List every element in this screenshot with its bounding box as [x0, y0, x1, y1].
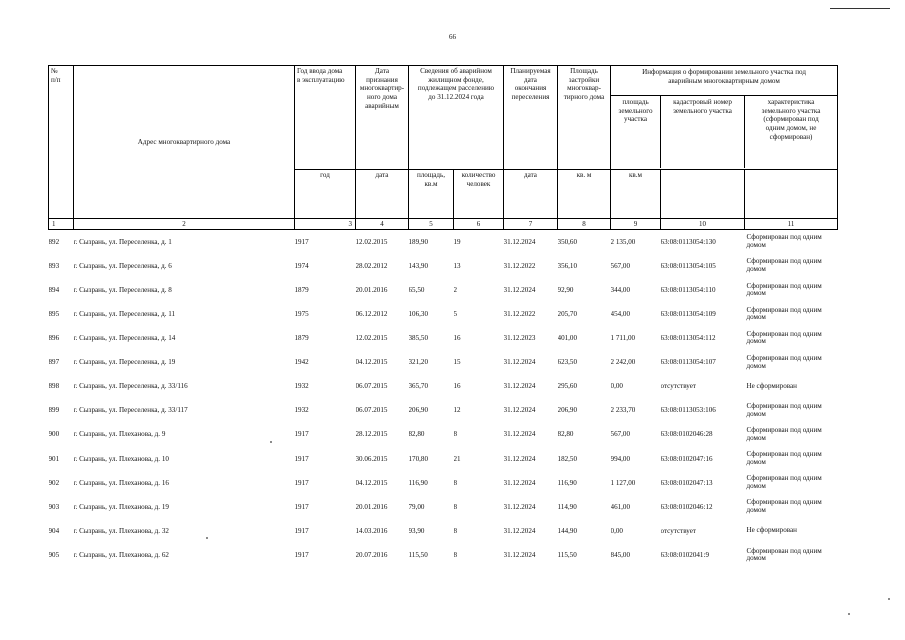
cell-year-built: 1879	[294, 285, 309, 294]
cell-emergency-area: 106,30	[408, 310, 429, 318]
table-row	[49, 471, 838, 495]
cell-year-built: 1879	[294, 334, 309, 343]
cell-planned-date: 31.12.2024	[503, 502, 536, 511]
cell-address: г. Сызрань, ул. Переселенка, д. 33/116	[73, 382, 188, 391]
cell-date-emergency: 20.01.2016	[355, 285, 388, 294]
header-built-area: Площадь застройки многоквар- тирного дома	[558, 66, 611, 170]
cell-row-number: 903	[48, 502, 60, 511]
cell-land-status: Сформирован под одним домом	[746, 353, 822, 370]
cell-row-number: 904	[48, 526, 60, 535]
cell-planned-date: 31.12.2024	[503, 430, 536, 439]
cell-row-number: 892	[48, 237, 60, 246]
cell-land-area: 454,00	[610, 310, 631, 318]
cell-cadastral-number: 63:08:0102046:12	[660, 502, 713, 511]
unit-cadastral-empty	[661, 170, 745, 219]
column-number: 7	[504, 219, 558, 230]
cell-address: г. Сызрань, ул. Переселенка, д. 33/117	[73, 406, 188, 415]
cell-people-count: 8	[453, 478, 458, 487]
cell-address: г. Сызрань, ул. Переселенка, д. 1	[73, 237, 172, 246]
unit-year: год	[295, 170, 356, 219]
column-number: 4	[356, 219, 409, 230]
cell-cadastral-number: 63:08:0102041:9	[660, 550, 709, 559]
cell-date-emergency: 06.12.2012	[355, 310, 388, 318]
cell-year-built: 1917	[294, 454, 309, 463]
cell-row-number: 902	[48, 478, 60, 487]
header-date-emergency: Дата признания многоквартир- ного дома аварийным	[356, 66, 409, 170]
cell-people-count: 12	[453, 406, 461, 415]
column-number: 8	[558, 219, 611, 230]
cell-year-built: 1917	[294, 237, 309, 246]
table-row	[49, 326, 838, 350]
cell-year-built: 1942	[294, 358, 309, 367]
header-characteristic: характеристика земельного участка (сформирован под одним домом, не сформирован)	[761, 98, 821, 141]
cell-planned-date: 31.12.2024	[503, 237, 536, 246]
cell-emergency-area: 189,90	[408, 237, 429, 246]
cell-address: г. Сызрань, ул. Переселенка, д. 6	[73, 261, 172, 270]
cell-row-number: 905	[48, 550, 60, 559]
cell-address: г. Сызрань, ул. Переселенка, д. 14	[73, 334, 176, 343]
cell-built-area: 144,90	[557, 526, 578, 535]
cell-planned-date: 31.12.2024	[503, 526, 536, 535]
cell-people-count: 16	[453, 382, 461, 391]
cell-land-status: Не сформирован	[746, 381, 797, 390]
cell-built-area: 116,90	[557, 478, 577, 487]
header-address: Адрес многоквартирного дома	[74, 66, 295, 219]
cell-people-count: 8	[453, 550, 458, 559]
header-land-info-title: Информация о формировании земельного участка под аварийным многоквартирным домом	[611, 66, 837, 96]
cell-planned-date: 31.12.2024	[503, 478, 536, 487]
page-number: 66	[449, 33, 456, 41]
header-num: № п/п	[49, 66, 74, 219]
cell-built-area: 114,90	[557, 502, 577, 511]
cell-row-number: 901	[48, 454, 60, 463]
table-row	[49, 375, 838, 399]
cell-land-status: Сформирован под одним домом	[746, 546, 822, 563]
column-number: 1	[49, 219, 74, 230]
cell-people-count: 13	[453, 261, 461, 270]
cell-cadastral-number: 63:08:0113054:110	[660, 285, 716, 294]
header-land-area: площадь земельного участка	[611, 96, 661, 168]
table-row	[49, 230, 838, 255]
cell-land-area: 0,00	[610, 526, 623, 535]
cell-people-count: 21	[453, 454, 461, 463]
cell-built-area: 206,90	[557, 406, 578, 415]
cell-cadastral-number: отсутствует	[660, 526, 697, 535]
cell-cadastral-number: 63:08:0113054:109	[660, 310, 716, 318]
cell-emergency-area: 321,20	[408, 358, 429, 367]
cell-cadastral-number: 63:08:0113054:107	[660, 358, 716, 367]
cell-built-area: 205,70	[557, 310, 578, 318]
cell-year-built: 1917	[294, 550, 309, 559]
cell-row-number: 893	[48, 261, 60, 270]
cell-land-status: Сформирован под одним домом	[746, 450, 822, 466]
column-number: 11	[745, 219, 838, 230]
cell-date-emergency: 20.07.2016	[355, 550, 388, 559]
table-row	[49, 254, 838, 278]
cell-people-count: 16	[453, 334, 461, 343]
cell-planned-date: 31.12.2024	[503, 550, 536, 559]
cell-land-status: Сформирован под одним домом	[746, 474, 822, 490]
cell-people-count: 15	[453, 358, 461, 367]
cell-built-area: 356,10	[557, 261, 578, 270]
cell-address: г. Сызрань, ул. Плеханова, д. 16	[73, 478, 169, 487]
cell-built-area: 401,00	[557, 334, 578, 343]
cell-land-area: 0,00	[610, 382, 623, 391]
cell-cadastral-number: 63:08:0113054:130	[660, 237, 716, 246]
table-row	[49, 543, 838, 567]
table-row	[49, 423, 838, 447]
cell-row-number: 900	[48, 430, 60, 439]
cell-row-number: 898	[48, 382, 60, 391]
cell-land-status: Сформирован под одним домом	[746, 257, 822, 274]
cell-cadastral-number: 63:08:0113053:106	[660, 406, 716, 415]
cell-land-area: 994,00	[610, 454, 631, 463]
cell-planned-date: 31.12.2024	[503, 358, 536, 367]
cell-year-built: 1975	[294, 310, 309, 318]
cell-date-emergency: 14.03.2016	[355, 526, 388, 535]
cell-built-area: 182,50	[557, 454, 578, 463]
cell-land-status: Сформирован под одним домом	[746, 233, 822, 250]
scan-speck	[888, 598, 890, 600]
cell-built-area: 115,50	[557, 550, 577, 559]
cell-date-emergency: 12.02.2015	[355, 334, 388, 343]
cell-date-emergency: 20.01.2016	[355, 502, 388, 511]
cell-emergency-area: 385,50	[408, 334, 429, 343]
column-number: 10	[661, 219, 745, 230]
header-land-info	[611, 66, 838, 170]
cell-address: г. Сызрань, ул. Плеханова, д. 32	[73, 526, 169, 535]
cell-planned-date: 31.12.2022	[503, 261, 536, 270]
table-row	[49, 495, 838, 519]
header-cadastral: кадастровый номер земельного участка	[661, 96, 745, 168]
cell-date-emergency: 06.07.2015	[355, 406, 388, 415]
cell-land-area: 1 127,00	[610, 478, 636, 487]
unit-characteristic-empty	[745, 170, 838, 219]
cell-planned-date: 31.12.2024	[503, 285, 536, 294]
table-row	[49, 399, 838, 423]
cell-year-built: 1917	[294, 502, 309, 511]
table-body	[49, 230, 838, 568]
cell-cadastral-number: 63:08:0113054:112	[660, 334, 716, 343]
column-number: 6	[454, 219, 504, 230]
cell-cadastral-number: 63:08:0113054:105	[660, 261, 716, 270]
cell-people-count: 8	[453, 430, 458, 439]
cell-land-area: 2 242,00	[610, 358, 636, 367]
cell-land-area: 461,00	[610, 502, 631, 511]
cell-planned-date: 31.12.2024	[503, 454, 536, 463]
cell-people-count: 19	[453, 237, 461, 246]
unit-date: дата	[356, 170, 409, 219]
scan-speck	[848, 613, 850, 615]
cell-year-built: 1932	[294, 406, 309, 415]
scan-speck	[206, 537, 208, 539]
cell-land-area: 2 233,70	[610, 406, 636, 415]
cell-date-emergency: 28.12.2015	[355, 430, 388, 439]
unit-people: количество человек	[454, 170, 504, 219]
cell-land-status: Сформирован под одним домом	[746, 305, 822, 322]
header-emergency-info: Сведения об аварийном жилищном фонде, подлежащем расселению до 31.12.2024 года	[409, 66, 504, 170]
cell-planned-date: 31.12.2024	[503, 382, 536, 391]
cell-emergency-area: 206,90	[408, 406, 429, 415]
cell-land-area: 567,00	[610, 261, 631, 270]
cell-year-built: 1917	[294, 478, 309, 487]
emergency-housing-table	[48, 65, 838, 567]
cell-row-number: 895	[48, 310, 60, 318]
cell-address: г. Сызрань, ул. Переселенка, д. 11	[73, 310, 176, 318]
cell-planned-date: 31.12.2022	[503, 310, 536, 318]
unit-plan-date: дата	[504, 170, 558, 219]
cell-emergency-area: 143,90	[408, 261, 429, 270]
cell-date-emergency: 06.07.2015	[355, 382, 388, 391]
cell-address: г. Сызрань, ул. Плеханова, д. 19	[73, 502, 169, 511]
cell-address: г. Сызрань, ул. Переселенка, д. 19	[73, 358, 176, 367]
table-row	[49, 519, 838, 543]
cell-emergency-area: 115,50	[408, 550, 428, 559]
column-number: 3	[295, 219, 356, 230]
cell-cadastral-number: 63:08:0102047:13	[660, 478, 713, 487]
cell-date-emergency: 12.02.2015	[355, 237, 388, 246]
cell-planned-date: 31.12.2023	[503, 334, 536, 343]
table-row	[49, 447, 838, 471]
cell-year-built: 1974	[294, 261, 309, 270]
cell-emergency-area: 116,90	[408, 478, 428, 487]
cell-land-status: Сформирован под одним домом	[746, 426, 822, 442]
column-number: 5	[409, 219, 454, 230]
cell-land-area: 1 711,00	[610, 334, 636, 343]
cell-address: г. Сызрань, ул. Плеханова, д. 62	[73, 550, 169, 559]
cell-people-count: 5	[453, 310, 458, 318]
cell-built-area: 82,80	[557, 430, 574, 439]
cell-land-area: 845,00	[610, 550, 631, 559]
cell-land-status: Сформирован под одним домом	[746, 281, 822, 298]
cell-emergency-area: 79,00	[408, 502, 425, 511]
cell-people-count: 2	[453, 285, 458, 294]
cell-row-number: 896	[48, 334, 60, 343]
unit-land-kvm: кв.м	[611, 170, 661, 219]
table-row	[49, 350, 838, 374]
table-row	[49, 302, 838, 326]
cell-row-number: 894	[48, 285, 60, 294]
cell-built-area: 92,90	[557, 285, 574, 294]
cell-emergency-area: 365,70	[408, 382, 429, 391]
scan-speck	[270, 441, 272, 443]
cell-built-area: 350,60	[557, 237, 578, 246]
cell-date-emergency: 04.12.2015	[355, 358, 388, 367]
column-number: 9	[611, 219, 661, 230]
column-number: 2	[74, 219, 295, 230]
cell-emergency-area: 65,50	[408, 285, 425, 294]
cell-land-area: 567,00	[610, 430, 631, 439]
cell-built-area: 295,60	[557, 382, 578, 391]
cell-address: г. Сызрань, ул. Переселенка, д. 8	[73, 285, 172, 294]
cell-people-count: 8	[453, 502, 458, 511]
cell-emergency-area: 93,90	[408, 526, 425, 535]
cell-land-status: Сформирован под одним домом	[746, 498, 822, 515]
cell-emergency-area: 82,80	[408, 430, 425, 439]
cell-year-built: 1917	[294, 526, 309, 535]
cell-row-number: 897	[48, 358, 60, 367]
header-year-built: Год ввода дома в эксплуатацию	[295, 66, 356, 170]
cell-land-status: Сформирован под одним домом	[746, 402, 822, 418]
cell-cadastral-number: отсутствует	[660, 382, 697, 391]
cell-address: г. Сызрань, ул. Плеханова, д. 10	[73, 454, 169, 463]
cell-date-emergency: 30.06.2015	[355, 454, 388, 463]
cell-planned-date: 31.12.2024	[503, 406, 536, 415]
cell-year-built: 1932	[294, 382, 309, 391]
cell-date-emergency: 04.12.2015	[355, 478, 388, 487]
cell-land-status: Сформирован под одним домом	[746, 329, 822, 346]
cell-cadastral-number: 63:08:0102046:28	[660, 430, 713, 439]
cell-address: г. Сызрань, ул. Плеханова, д. 9	[73, 430, 166, 439]
corner-scan-line	[830, 8, 890, 9]
cell-year-built: 1917	[294, 430, 309, 439]
cell-land-status: Не сформирован	[746, 526, 797, 535]
cell-land-area: 344,00	[610, 285, 631, 294]
cell-people-count: 8	[453, 526, 458, 535]
table-row	[49, 278, 838, 302]
unit-kvm: кв. м	[558, 170, 611, 219]
cell-date-emergency: 28.02.2012	[355, 261, 388, 270]
unit-area: площадь, кв.м	[409, 170, 454, 219]
cell-land-area: 2 135,00	[610, 237, 636, 246]
cell-emergency-area: 170,80	[408, 454, 429, 463]
header-planned-date: Планируемая дата окончания переселения	[504, 66, 558, 170]
cell-row-number: 899	[48, 406, 60, 415]
cell-cadastral-number: 63:08:0102047:16	[660, 454, 713, 463]
cell-built-area: 623,50	[557, 358, 578, 367]
